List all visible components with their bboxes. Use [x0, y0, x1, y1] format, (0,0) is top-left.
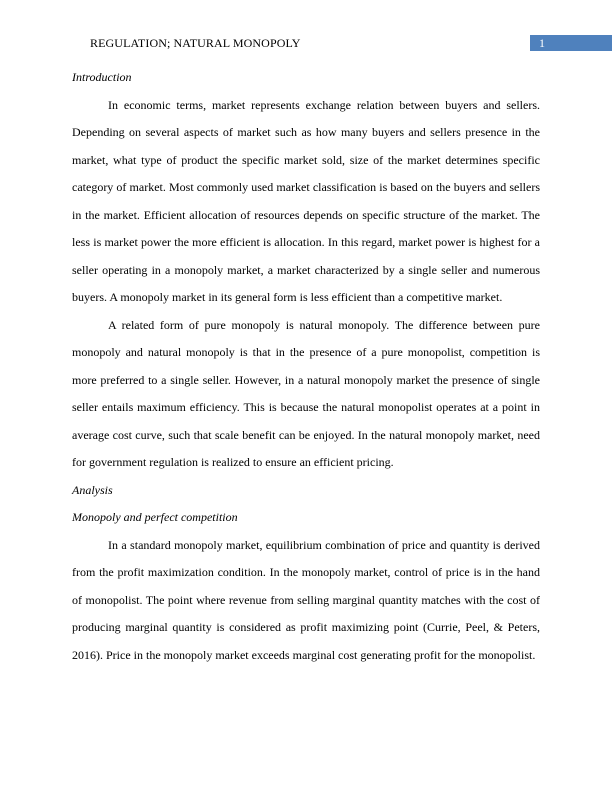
introduction-paragraph-1: In economic terms, market represents exchange relation between buyers and sellers. Depending on several aspects of market such as how many buyers and sellers presence in the market, what type of product the specific market sold, size of the market determines specific category of market. Most commonly used market classification is based on the buyers and sellers in the market. Efficient allocation of resources depends on specific structure of the market. The less is market power the more efficient is allocation. In this regard, market power is highest for a seller operating in a monopoly market, a market characterized by a single seller and numerous buyers. A monopoly market in its general form is less efficient than a competitive market.	[72, 97, 540, 304]
introduction-heading: Introduction	[72, 70, 132, 84]
analysis-paragraph-1: In a standard monopoly market, equilibrium combination of price and quantity is derived from the profit maximization condition. In the monopoly market, control of price is in the hand of monopolist. The point where revenue from selling marginal quantity matches with the cost of producing marginal quantity is considered as profit maximizing point (Currie, Peel, & Peters, 2016). Price in the monopoly market exceeds marginal cost generating profit for the monopolist.	[72, 537, 540, 662]
page-number: 1	[539, 36, 545, 50]
page-number-box	[530, 35, 612, 51]
introduction-paragraph-2: A related form of pure monopoly is natural monopoly. The difference between pure monopoly and natural monopoly is that in the presence of a pure monopolist, competition is more preferred to a single seller. However, in a natural monopoly market the presence of single seller entails maximum efficiency. This is because the natural monopolist operates at a point in average cost curve, such that scale benefit can be enjoyed. In the natural monopoly market, need for government regulation is realized to ensure an efficient pricing.	[72, 317, 540, 469]
analysis-heading: Analysis	[72, 482, 113, 497]
monopoly-competition-subheading: Monopoly and perfect competition	[72, 510, 238, 524]
running-header-title: REGULATION; NATURAL MONOPOLY	[90, 36, 301, 50]
document-body	[72, 64, 540, 669]
